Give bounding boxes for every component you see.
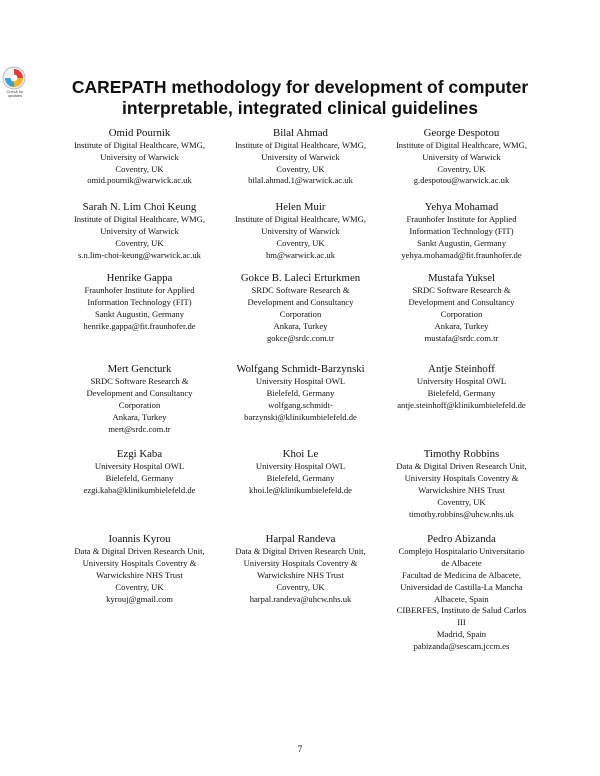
author-affiliation-line: Fraunhofer Institute for Applied: [84, 285, 195, 296]
author-affiliation-line: Data & Digital Driven Research Unit,: [396, 461, 527, 472]
author-affiliation-line: Information Technology (FIT): [87, 297, 192, 308]
author-email[interactable]: henrike.gappa@fit.fraunhofer.de: [83, 320, 196, 331]
author-email[interactable]: g.despotou@warwick.ac.uk: [413, 175, 510, 186]
author-affiliation-line: Coventry, UK: [437, 163, 486, 174]
author-email[interactable]: s.n.lim-choi-keung@warwick.ac.uk: [78, 249, 201, 260]
author-affiliation-line: III: [457, 617, 466, 628]
author-block: [59, 448, 220, 520]
author-block: [381, 533, 542, 652]
author-affiliation-line: University Hospitals Coventry &: [243, 558, 358, 569]
author-name: Sarah N. Lim Choi Keung: [82, 201, 197, 214]
author-email[interactable]: timothy.robbins@uhcw.nhs.uk: [409, 508, 514, 519]
author-block: [220, 448, 381, 520]
author-affiliation-line: Bielefeld, Germany: [427, 388, 496, 399]
author-affiliation-line: Coventry, UK: [115, 581, 164, 592]
author-block: [381, 272, 542, 344]
author-affiliation-line: Institute of Digital Healthcare, WMG,: [234, 214, 367, 225]
author-name: Gokce B. Laleci Erturkmen: [240, 272, 361, 285]
author-affiliation-line: Data & Digital Driven Research Unit,: [235, 546, 366, 557]
author-affiliation-line: Sankt Augustin, Germany: [416, 237, 507, 248]
author-affiliation-line: University Hospital OWL: [255, 461, 346, 472]
author-email[interactable]: harpal.randeva@uhcw.nhs.uk: [249, 593, 352, 604]
author-name: Mert Gencturk: [107, 363, 172, 376]
page-number: 7: [297, 744, 303, 754]
author-block: [59, 363, 220, 435]
author-name: Mustafa Yuksel: [427, 272, 496, 285]
author-row: [59, 363, 543, 435]
paper-title: [60, 77, 540, 119]
author-name: Harpal Randeva: [265, 533, 336, 546]
author-name: Antje Steinhoff: [428, 363, 495, 376]
author-name: Henrike Gappa: [106, 272, 173, 285]
author-affiliation-line: Institute of Digital Healthcare, WMG,: [395, 140, 528, 150]
author-affiliation-line: SRDC Software Research &: [90, 376, 189, 387]
author-grid: [59, 127, 543, 653]
author-affiliation-line: Warwickshire NHS Trust: [257, 569, 344, 580]
author-affiliation-line: University Hospital OWL: [255, 376, 346, 387]
author-affiliation-line: University Hospital OWL: [416, 376, 507, 387]
author-row: [59, 533, 543, 652]
author-block: [220, 201, 381, 261]
author-affiliation-line: Albacete, Spain: [434, 593, 489, 604]
author-affiliation-line: Information Technology (FIT): [409, 225, 514, 236]
author-block: [59, 272, 220, 344]
author-affiliation-line: SRDC Software Research &: [251, 285, 350, 296]
author-block: [381, 201, 542, 261]
author-affiliation-line: Coventry, UK: [115, 237, 164, 248]
author-affiliation-line: wolfgang.schmidt-: [268, 399, 333, 410]
author-name: Ioannis Kyrou: [108, 533, 171, 546]
author-affiliation-line: Coventry, UK: [276, 581, 325, 592]
author-email[interactable]: mustafa@srdc.com.tr: [424, 332, 499, 343]
author-affiliation-line: Ankara, Turkey: [434, 320, 489, 331]
author-block: [59, 201, 220, 261]
author-name: Yehya Mohamad: [424, 201, 499, 214]
author-affiliation-line: Institute of Digital Healthcare, WMG,: [234, 140, 367, 150]
author-affiliation-line: Development and Consultancy: [86, 388, 193, 399]
author-block: [220, 272, 381, 344]
logo-caption: Check for updates: [6, 89, 24, 98]
author-affiliation-line: Bielefeld, Germany: [105, 473, 174, 484]
author-row: [59, 201, 543, 261]
author-affiliation-line: University of Warwick: [261, 151, 340, 162]
author-affiliation-line: University of Warwick: [422, 151, 501, 162]
crossmark-logo[interactable]: [2, 66, 26, 90]
author-affiliation-line: University of Warwick: [100, 151, 179, 162]
author-affiliation-line: Bielefeld, Germany: [266, 473, 335, 484]
author-affiliation-line: Ankara, Turkey: [273, 320, 328, 331]
author-name: Omid Pournik: [108, 127, 171, 139]
author-email[interactable]: kyrouj@gmail.com: [106, 593, 173, 604]
author-affiliation-line: Ankara, Turkey: [112, 411, 167, 422]
author-affiliation-line: Warwickshire NHS Trust: [96, 569, 183, 580]
author-email[interactable]: gokce@srdc.com.tr: [266, 332, 335, 343]
author-email[interactable]: pabizanda@sescam.jccm.es: [413, 640, 510, 651]
author-email[interactable]: bilal.ahmad.1@warwick.ac.uk: [248, 175, 353, 186]
author-email[interactable]: ezgi.kaba@klinikumbielefeld.de: [83, 484, 196, 495]
author-affiliation-line: Complejo Hospitalario Universitario: [398, 546, 525, 557]
author-affiliation-line: University Hospitals Coventry &: [82, 558, 197, 569]
author-email[interactable]: omid.pournik@warwick.ac.uk: [87, 175, 192, 186]
author-name: Bilal Ahmad: [273, 127, 328, 139]
author-affiliation-line: Warwickshire NHS Trust: [418, 484, 505, 495]
author-email[interactable]: hm@warwick.ac.uk: [265, 249, 335, 260]
author-name: Khoi Le: [282, 448, 319, 461]
author-affiliation-line: SRDC Software Research &: [412, 285, 511, 296]
author-email[interactable]: yehya.mohamad@fit.fraunhofer.de: [401, 249, 522, 260]
author-affiliation-line: Data & Digital Driven Research Unit,: [74, 546, 205, 557]
crossmark-icon: [2, 66, 26, 90]
author-affiliation-line: Coventry, UK: [115, 163, 164, 174]
author-affiliation-line: Sankt Augustin, Germany: [94, 308, 185, 319]
author-affiliation-line: Corporation: [118, 399, 161, 410]
author-affiliation-line: Development and Consultancy: [408, 297, 515, 308]
author-name: Timothy Robbins: [423, 448, 500, 461]
author-row: [59, 127, 543, 187]
author-affiliation-line: University of Warwick: [261, 225, 340, 236]
author-affiliation-line: Coventry, UK: [276, 237, 325, 248]
author-affiliation-line: Universidad de Castilla-La Mancha: [400, 581, 523, 592]
author-affiliation-line: University Hospital OWL: [94, 461, 185, 472]
author-affiliation-line: Bielefeld, Germany: [266, 388, 335, 399]
author-affiliation-line: University of Warwick: [100, 225, 179, 236]
author-affiliation-line: Corporation: [440, 308, 483, 319]
author-affiliation-line: de Albacete: [441, 558, 482, 569]
author-name: George Despotou: [423, 127, 500, 139]
author-block: [381, 448, 542, 520]
author-affiliation-line: University Hospitals Coventry &: [404, 473, 519, 484]
author-name: Helen Muir: [275, 201, 326, 214]
author-affiliation-line: Fraunhofer Institute for Applied: [406, 214, 517, 225]
author-affiliation-line: Development and Consultancy: [247, 297, 354, 308]
author-affiliation-line: Facultad de Medicina de Albacete,: [401, 569, 522, 580]
author-row: [59, 448, 543, 520]
author-block: [220, 533, 381, 652]
author-block: [220, 363, 381, 435]
author-email[interactable]: khoi.le@klinikumbielefeld.de: [249, 484, 352, 495]
author-name: Pedro Abizanda: [427, 533, 496, 546]
author-block: [59, 533, 220, 652]
author-name: Ezgi Kaba: [116, 448, 163, 461]
author-block: [220, 127, 381, 187]
author-block: [381, 363, 542, 435]
author-block: [59, 127, 220, 187]
author-email[interactable]: mert@srdc.com.tr: [108, 423, 171, 434]
title-line-1: CAREPATH methodology for development of computer: [71, 77, 529, 97]
author-email[interactable]: barzynski@klinikumbielefeld.de: [244, 411, 357, 422]
author-affiliation-line: Coventry, UK: [437, 496, 486, 507]
author-email[interactable]: antje.steinhoff@klinikumbielefeld.de: [397, 399, 526, 410]
author-row: [59, 272, 543, 344]
author-affiliation-line: Institute of Digital Healthcare, WMG,: [73, 214, 206, 225]
author-affiliation-line: Coventry, UK: [276, 163, 325, 174]
author-affiliation-line: Madrid, Spain: [436, 628, 487, 639]
author-affiliation-line: Corporation: [279, 308, 322, 319]
author-block: [381, 127, 542, 187]
author-affiliation-line: Institute of Digital Healthcare, WMG,: [73, 140, 206, 150]
author-name: Wolfgang Schmidt-Barzynski: [236, 363, 365, 376]
author-affiliation-line: CIBERFES, Instituto de Salud Carlos: [396, 605, 527, 616]
title-line-2: interpretable, integrated clinical guidelines: [122, 98, 478, 118]
